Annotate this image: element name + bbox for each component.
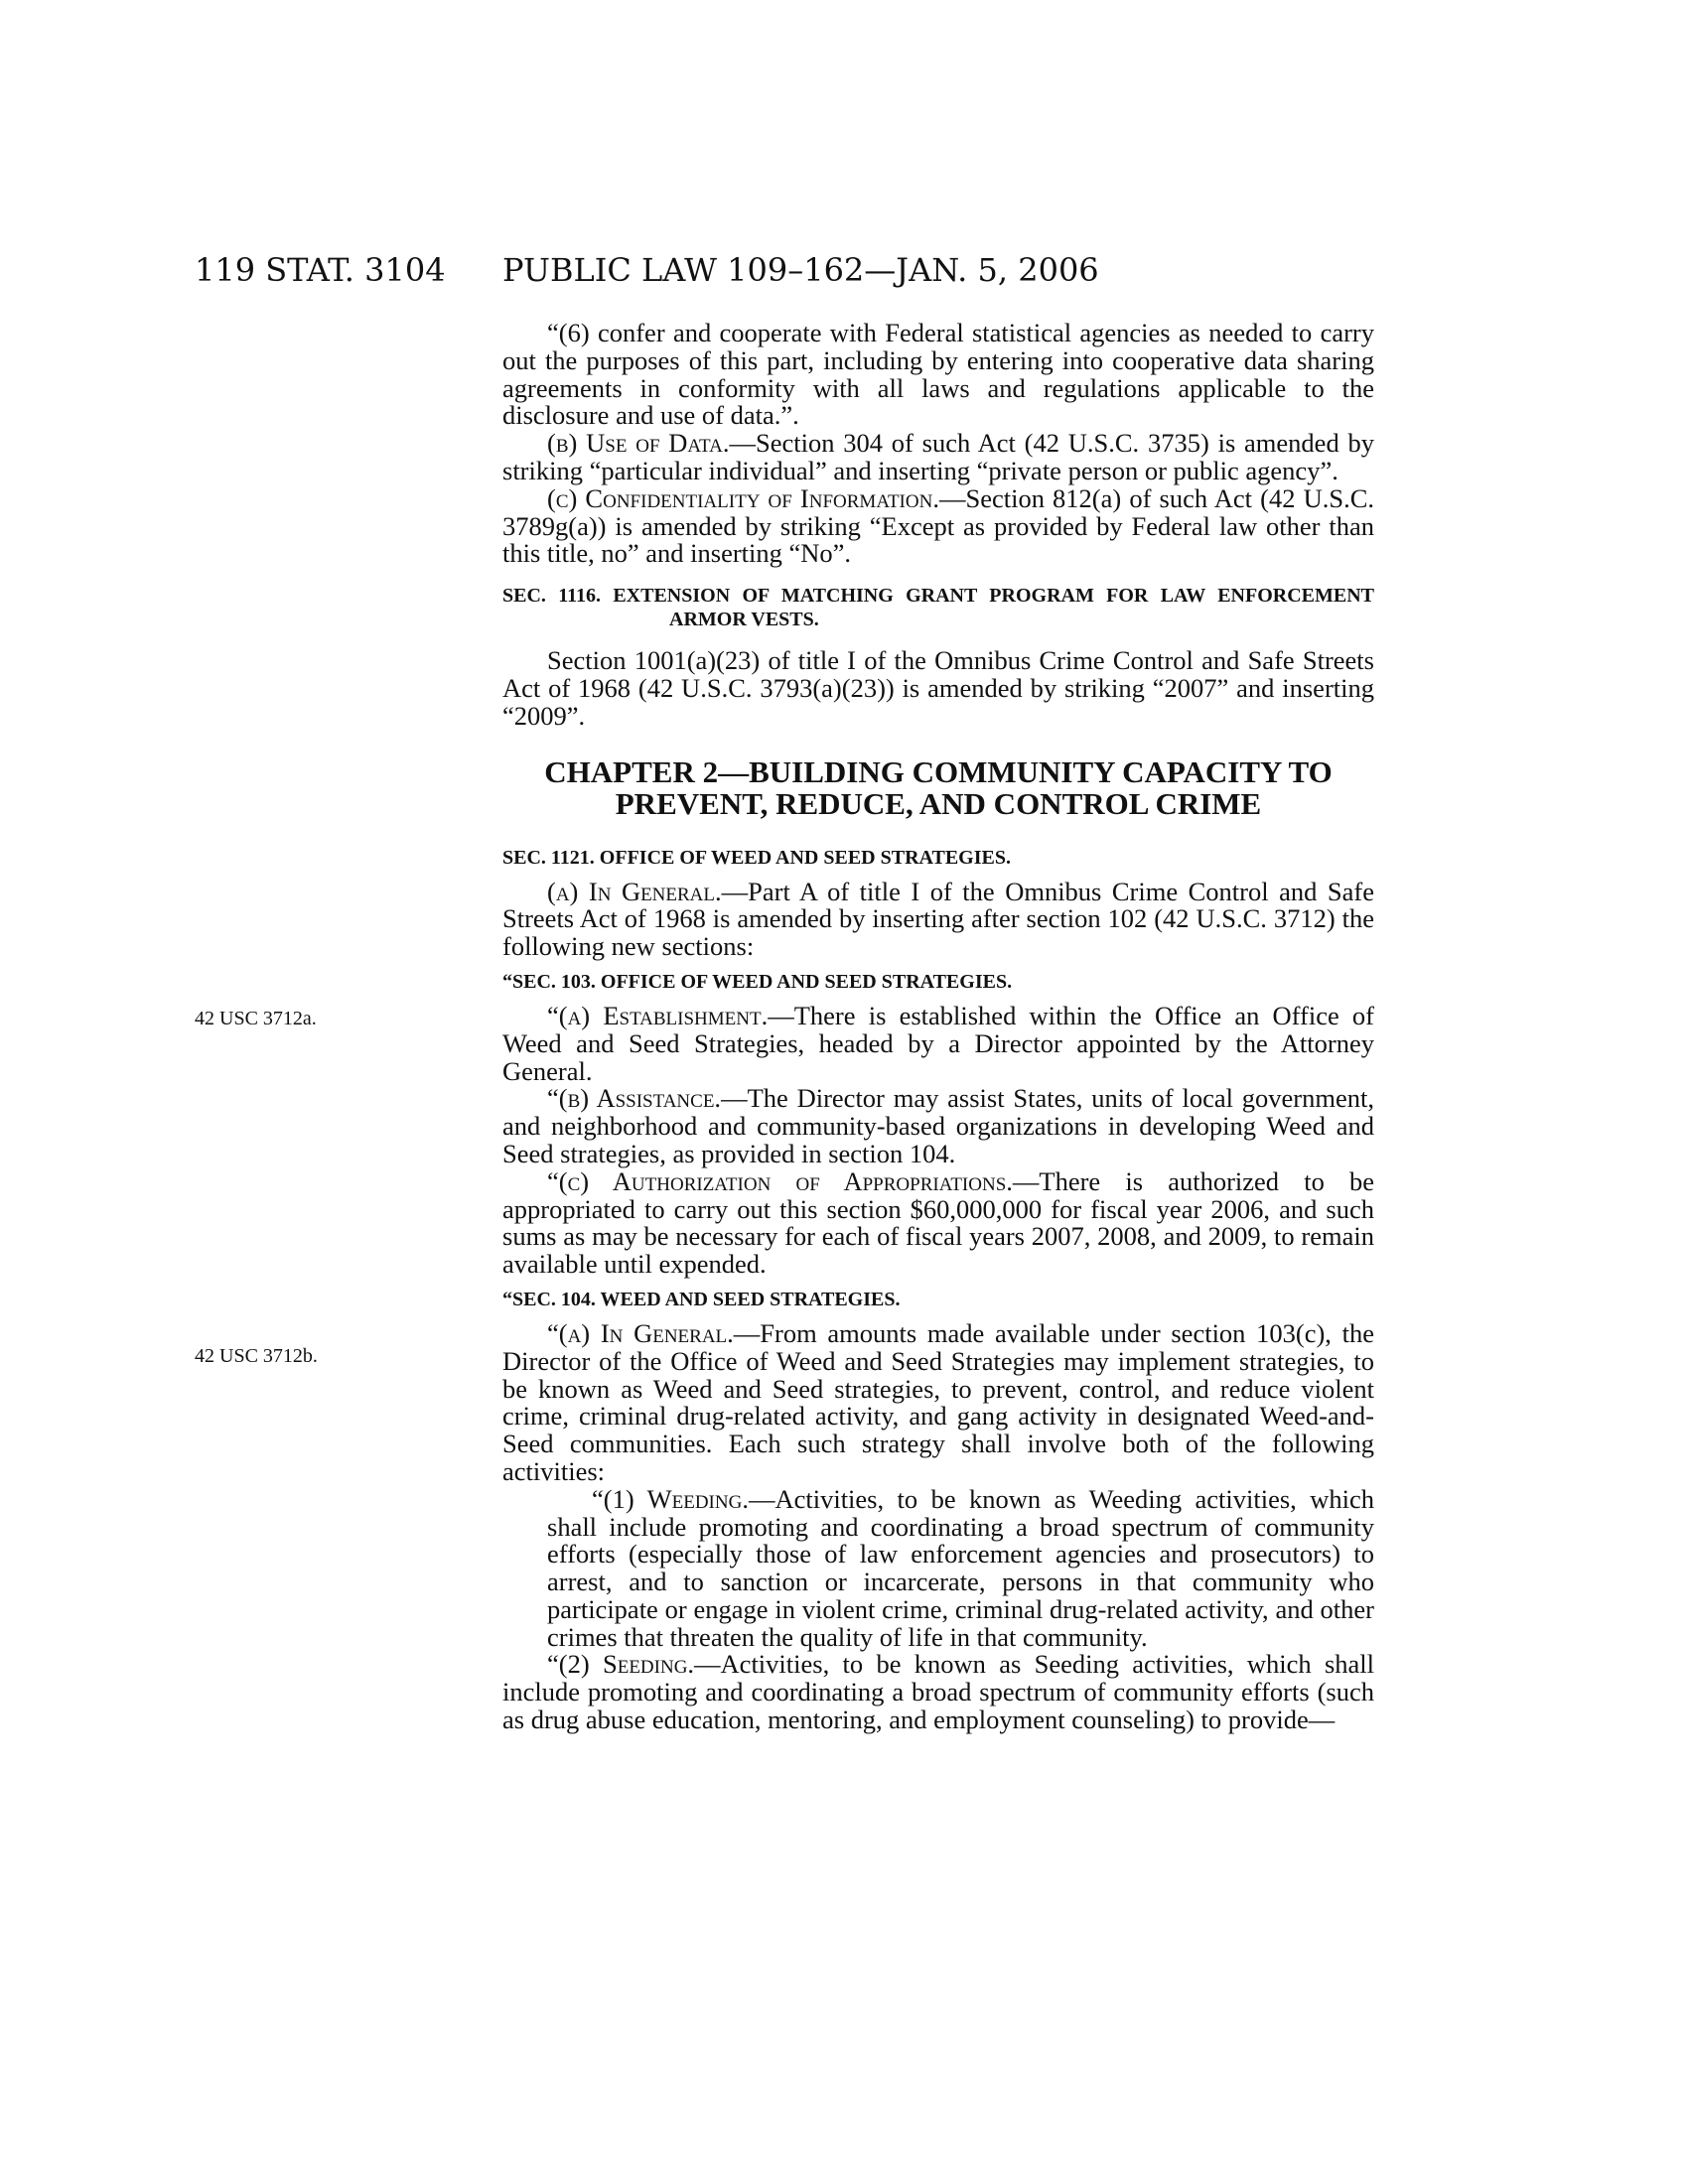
chapter-heading-line-2: PREVENT, REDUCE, AND CONTROL CRIME: [615, 785, 1262, 821]
section-104-a-heading: “(a) In General.: [547, 1317, 734, 1348]
section-104-subsection-a: [502, 1317, 1374, 1486]
document-body: [502, 320, 1374, 1734]
section-103-c-text: —There is authorized to be appropriated to carry out this section $60,000,000 for fiscal year 2006, and such sums as may be necessary for each of fiscal years 2007, 2008, and 2009, to remain available until expended.: [502, 1165, 1374, 1280]
section-104-paragraph-1: [502, 1483, 1374, 1652]
running-header-title: PUBLIC LAW 109–162—JAN. 5, 2006: [502, 251, 1099, 289]
seeding-heading: “(2) Seeding.: [547, 1649, 695, 1680]
page-stat-citation: 119 STAT. 3104: [195, 251, 446, 289]
subsection-c: [502, 482, 1374, 569]
section-1116-heading: SEC. 1116. EXTENSION OF MATCHING GRANT PROGRAM FOR LAW ENFORCEMENT ARMOR VESTS.: [502, 585, 1374, 631]
weeding-text: —Activities, to be known as Weeding activities, which shall include promoting and coordinating a broad spectrum of community efforts (especially those of law enforcement agencies and prosecutors) to arrest, and to sanction or incarcerate, persons in that community who participate or engage in violent crime, criminal drug-related activity, and other crimes that threaten the quality of life in that community.: [547, 1483, 1374, 1652]
paragraph-6: “(6) confer and cooperate with Federal statistical agencies as needed to carry out the purposes of this part, including by entering into cooperative data sharing agreements in conformity with all laws and regulations applicable to the disclosure and use of data.”.: [502, 318, 1374, 431]
subsection-c-text: —Section 812(a) of such Act (42 U.S.C. 3789g(a)) is amended by striking “Except as provided by Federal law other than this title, no” and inserting “No”.: [502, 482, 1374, 569]
subsection-c-heading: (c) Confidentiality of Information.: [547, 482, 939, 513]
section-103-subsection-a: [502, 1000, 1374, 1086]
section-1121-heading: SEC. 1121. OFFICE OF WEED AND SEED STRATEGIES.: [502, 846, 1011, 869]
subsection-b-heading: (b) Use of Data.: [547, 428, 730, 459]
weeding-heading: “(1) Weeding.: [592, 1483, 749, 1514]
section-103-b-text: —The Director may assist States, units of local government, and neighborhood and community-based organizations in developing Weed and Seed strategies, as provided in section 104.: [502, 1083, 1374, 1168]
section-103-subsection-b: [502, 1085, 1374, 1167]
section-103-b-heading: “(b) Assistance.: [547, 1083, 722, 1114]
section-103-a-text: —There is established within the Office an Office of Weed and Seed Strategies, headed by a Director appointed by the Attorney General.: [502, 1000, 1374, 1086]
seeding-text: —Activities, to be known as Seeding activities, which shall include promoting and coordinating a broad spectrum of community efforts (such as drug abuse education, mentoring, and employment counseling) to provide—: [502, 1649, 1374, 1735]
margin-note-3712a: 42 USC 3712a.: [195, 1008, 317, 1029]
section-1116-text: Section 1001(a)(23) of title I of the Omnibus Crime Control and Safe Streets Act of 1968 (42 U.S.C. 3793(a)(23)) is amended by striking “2007” and inserting “2009”.: [502, 645, 1374, 731]
chapter-heading-line-1: CHAPTER 2—BUILDING COMMUNITY CAPACITY TO: [544, 753, 1333, 789]
section-104-heading: “SEC. 104. WEED AND SEED STRATEGIES.: [502, 1288, 901, 1310]
subsection-b-text: —Section 304 of such Act (42 U.S.C. 3735) is amended by striking “particular individual” and inserting “private person or public agency”.: [502, 428, 1374, 485]
section-104-a-text: —From amounts made available under section 103(c), the Director of the Office of Weed and Seed Strategies may implement strategies, to be known as Weed and Seed strategies, to prevent, control, and reduce violent crime, criminal drug-related activity, and gang activity in designated Weed-and-Seed communities. Each such strategy shall involve both of the following activities:: [502, 1317, 1374, 1486]
section-1121-subsection-a: [502, 876, 1374, 962]
section-103-subsection-c: [502, 1165, 1374, 1280]
section-1121-a-text: —Part A of title I of the Omnibus Crime Control and Safe Streets Act of 1968 is amended by inserting after section 102 (42 U.S.C. 3712) the following new sections:: [502, 876, 1374, 962]
section-103-heading: “SEC. 103. OFFICE OF WEED AND SEED STRATEGIES.: [502, 970, 1013, 993]
section-103-c-heading: “(c) Authorization of Appropriations.: [547, 1165, 1013, 1196]
section-1121-a-heading: (a) In General.: [547, 876, 722, 906]
section-103-a-heading: “(a) Establishment.: [547, 1000, 769, 1030]
section-104-paragraph-2: [502, 1651, 1374, 1733]
margin-note-3712b: 42 USC 3712b.: [195, 1345, 318, 1367]
subsection-b: [502, 430, 1374, 485]
